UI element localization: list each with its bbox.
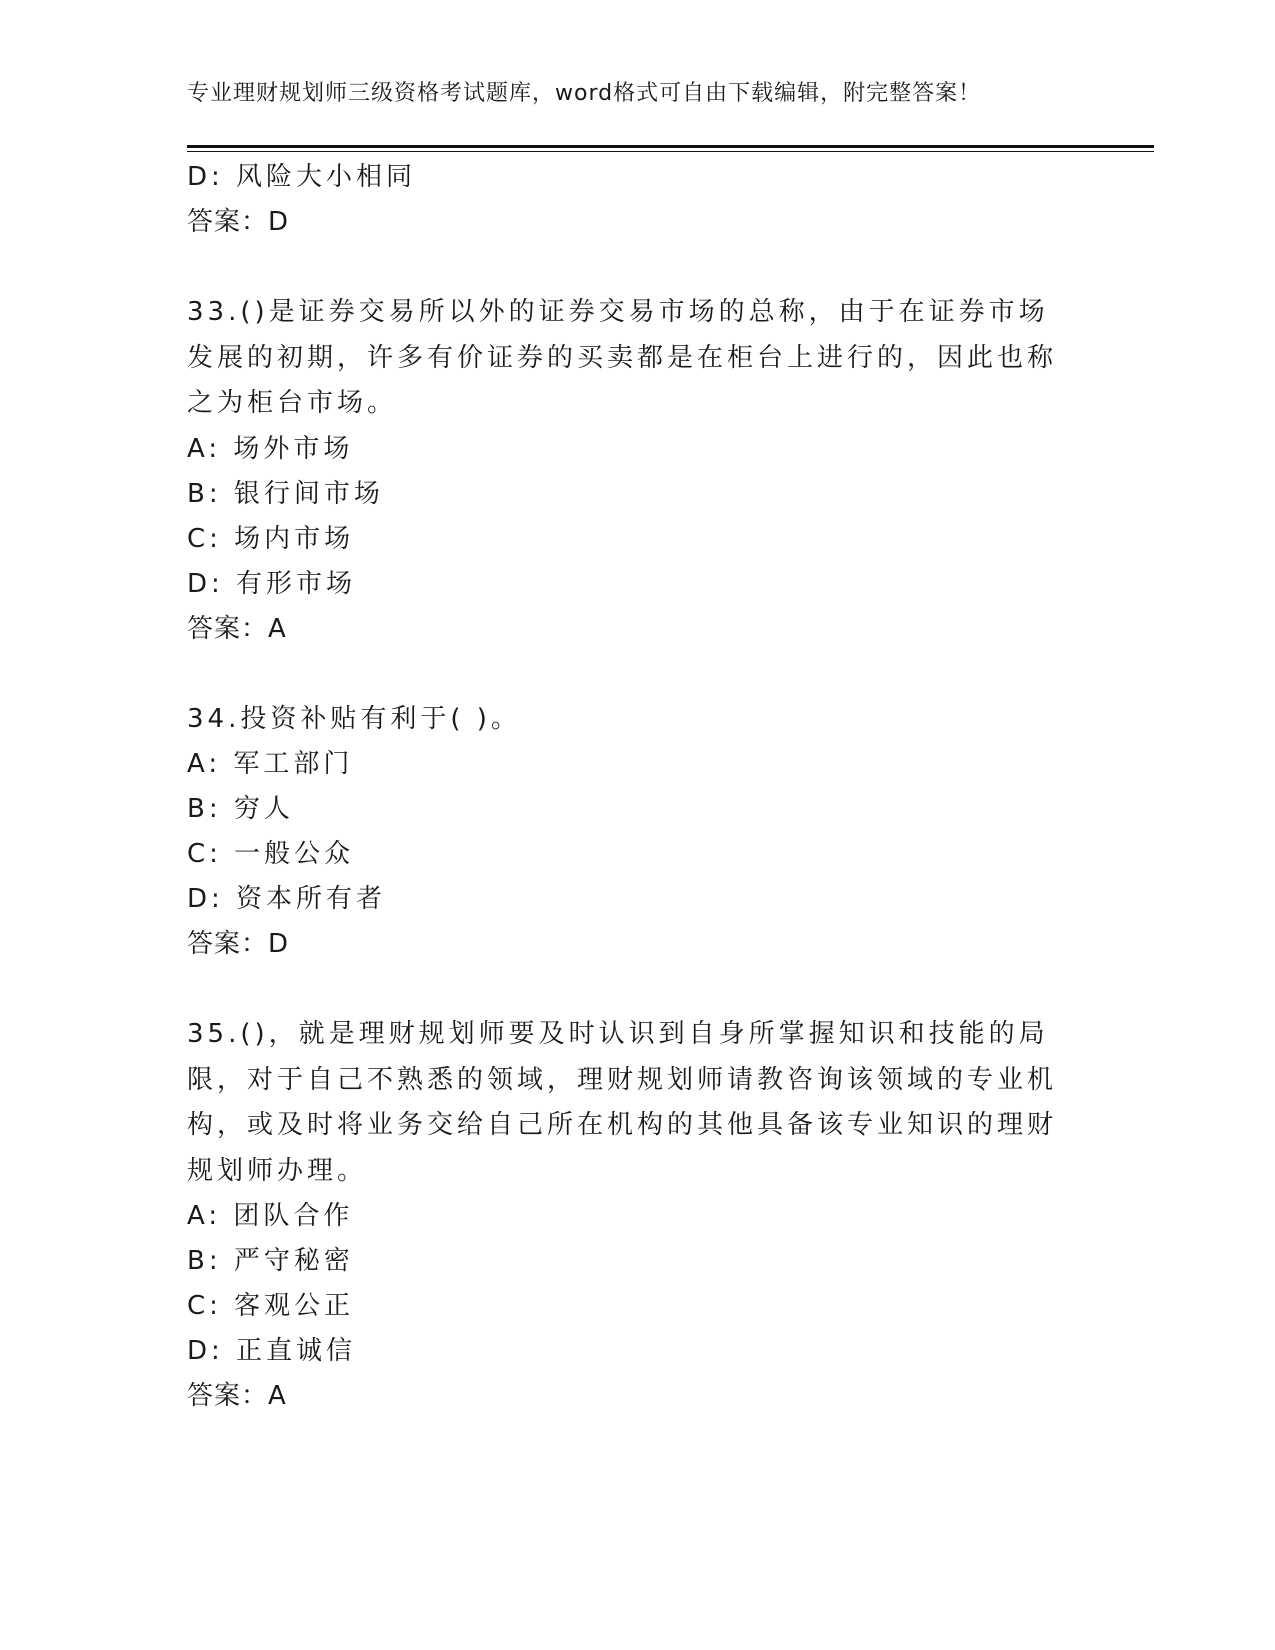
header-rule-thick xyxy=(187,145,1154,148)
option-a: A: 团队合作 xyxy=(187,1201,354,1231)
prev-answer: 答案：D xyxy=(187,207,290,237)
option-a: A: 军工部门 xyxy=(187,749,354,779)
content xyxy=(187,155,1087,1419)
question-stem: 35.()，就是理财规划师要及时认识到自身所掌握知识和技能的局限，对于自己不熟悉的领域，理财规划师请教咨询该领域的专业机构，或及时将业务交给自己所在机构的其他具备该专业知识的理财规划师办理。 xyxy=(187,1019,1058,1186)
option-b: B: 银行间市场 xyxy=(187,478,384,509)
option-b: B: 严守秘密 xyxy=(187,1246,354,1276)
option-a: A: 场外市场 xyxy=(187,433,354,464)
answer: 答案：A xyxy=(187,613,287,644)
answer: 答案：A xyxy=(187,1381,287,1411)
header-rule-thin xyxy=(187,151,1154,152)
question-stem: 33.()是证券交易所以外的证券交易市场的总称，由于在证券市场发展的初期，许多有价证券的买卖都是在柜台上进行的，因此也称之为柜台市场。 xyxy=(187,297,1058,418)
option-c: C: 一般公众 xyxy=(187,839,355,869)
option-d: D: 正直诚信 xyxy=(187,1336,357,1366)
question-33 xyxy=(187,290,1087,652)
option-d: D: 有形市场 xyxy=(187,568,357,599)
prev-option-d: D: 风险大小相同 xyxy=(187,162,417,192)
question-35 xyxy=(187,1012,1087,1419)
option-b: B: 穷人 xyxy=(187,794,294,824)
option-c: C: 场内市场 xyxy=(187,523,355,554)
option-c: C: 客观公正 xyxy=(187,1291,355,1321)
page-header: 专业理财规划师三级资格考试题库，word格式可自由下载编辑，附完整答案！ xyxy=(187,81,982,106)
question-stem: 34.投资补贴有利于( )。 xyxy=(187,703,521,734)
question-34 xyxy=(187,697,1087,968)
option-d: D: 资本所有者 xyxy=(187,884,387,914)
answer: 答案：D xyxy=(187,929,290,959)
